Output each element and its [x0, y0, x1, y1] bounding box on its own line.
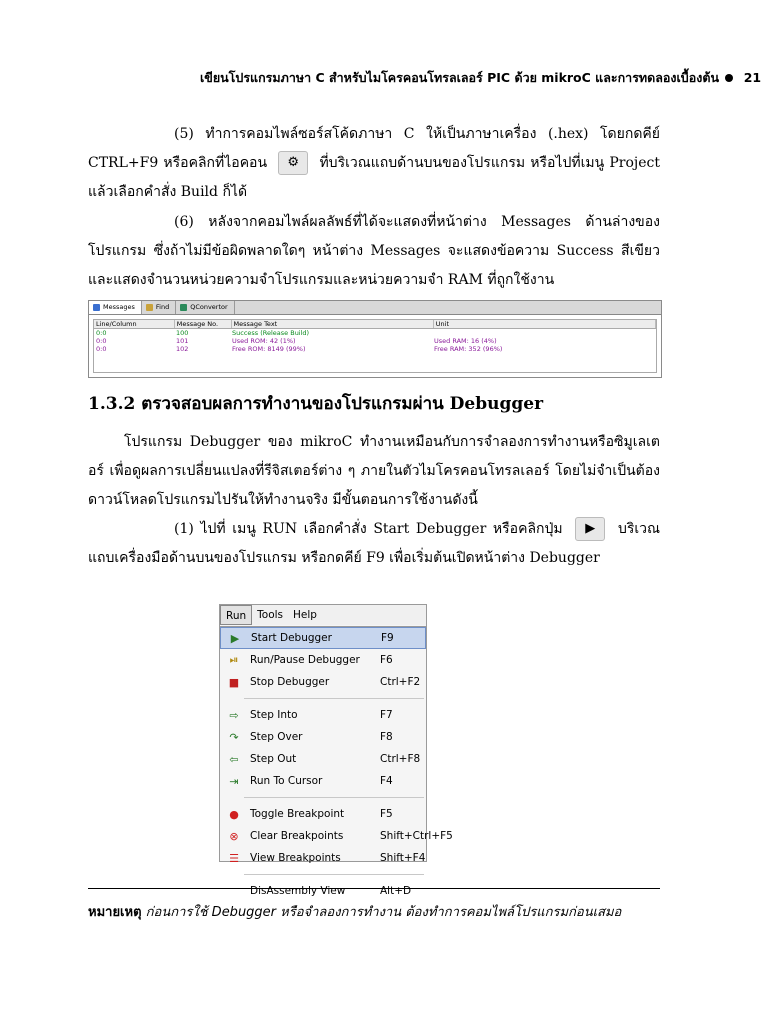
menu-item-shortcut: Shift+Ctrl+F5 [380, 830, 453, 842]
run-menu-items [220, 626, 453, 902]
section-text: โปรแกรม Debugger ของ mikroC ทำงานเหมือนกับการจำลองการทำงานหรือซิมูเลเตอร์ เพื่อดูผลการเปลี่ยนแปลงที่รีจิสเตอร์ต่าง ๆ ภายในตัวไมโครคอนโทรลเลอร์ โดยไม่จำเป็นต้องดาวน์โหลดโปรแกรมไปรันให้ทำงานจริง มีขั้นตอนการใช้งานดังนี้ [88, 434, 660, 508]
messages-tabs [89, 301, 661, 315]
messages-icon [93, 304, 100, 311]
cell-no: 102 [176, 345, 189, 353]
blank-icon [226, 883, 242, 899]
tab-qconvertor[interactable] [176, 301, 234, 314]
menu-item-disassembly-view[interactable] [220, 880, 426, 902]
step-into-icon: ⇨ [229, 708, 239, 722]
menu-item-label: Run To Cursor [250, 775, 323, 787]
step1-text-a: (1) ไปที่ เมนู RUN เลือกคำสั่ง Start Debugger หรือคลิกปุ่ม [174, 521, 563, 537]
tab-label: Messages [103, 303, 135, 311]
clear-breakpoints-icon: ⊗ [229, 829, 239, 843]
menu-item-shortcut: Ctrl+F8 [380, 753, 421, 765]
menu-separator [244, 797, 424, 798]
cell-unit: Free RAM: 352 (96%) [434, 345, 503, 353]
tab-messages[interactable] [89, 301, 142, 314]
bullet-icon [725, 74, 733, 82]
col-text[interactable]: Message Text [232, 320, 434, 328]
start-debugger-button-icon: ▶ [575, 517, 605, 541]
messages-panel [88, 300, 662, 378]
step-out-icon: ⇦ [229, 752, 239, 766]
footer-divider [88, 888, 660, 889]
menu-item-step-over[interactable] [220, 726, 426, 748]
breakpoint-icon: ● [229, 807, 239, 821]
cell-unit: Used RAM: 16 (4%) [434, 337, 497, 345]
menu-item-shortcut: Shift+F4 [380, 852, 426, 864]
cell-no: 101 [176, 337, 189, 345]
menu-item-step-out[interactable] [220, 748, 426, 770]
note-text: ก่อนการใช้ Debugger หรือจำลองการทำงาน ต้องทำการคอมไพล์โปรแกรมก่อนเสมอ [145, 905, 622, 920]
menu-item-shortcut: F8 [380, 731, 393, 743]
qconvertor-icon [180, 304, 187, 311]
footer-note [88, 901, 621, 922]
menu-bar [220, 605, 426, 625]
menu-item-start-debugger[interactable] [220, 627, 426, 649]
menu-item-run-pause[interactable] [220, 649, 426, 671]
menu-item-shortcut: F9 [381, 632, 394, 644]
stop-debugger-icon: ■ [228, 675, 240, 689]
menu-item-step-into[interactable] [220, 704, 426, 726]
menu-run[interactable]: Run [220, 605, 252, 625]
col-no[interactable]: Message No. [175, 320, 232, 328]
step5-paragraph [88, 120, 660, 207]
menu-item-label: Stop Debugger [250, 676, 330, 688]
menu-item-label: Step Into [250, 709, 298, 721]
view-breakpoints-icon: ☰ [229, 851, 239, 865]
menu-item-clear-breakpoints[interactable] [220, 825, 453, 847]
note-label: หมายเหตุ [88, 905, 142, 920]
table-row[interactable] [94, 337, 656, 345]
run-menu [219, 604, 453, 897]
menu-item-shortcut: Ctrl+F2 [380, 676, 421, 688]
menu-item-toggle-breakpoint[interactable] [220, 803, 426, 825]
tab-label: Find [155, 303, 170, 311]
menu-item-shortcut: F4 [380, 775, 393, 787]
menu-item-shortcut: F5 [380, 808, 393, 820]
menu-item-label: Step Out [250, 753, 297, 765]
cell-line: 0:0 [96, 329, 107, 337]
cell-text: Used ROM: 42 (1%) [232, 337, 296, 345]
messages-grid [93, 319, 657, 373]
menu-help[interactable]: Help [293, 609, 317, 621]
section-paragraph [88, 428, 660, 515]
menu-item-view-breakpoints[interactable] [220, 847, 426, 869]
run-pause-icon: ⏯ [229, 653, 239, 666]
cell-text: Success (Release Build) [232, 329, 310, 337]
step1-text-b: บริเวณแถบเครื่องมือด้านบนของโปรแกรม หรือกดคีย์ F9 เพื่อเริ่มต้นเปิดหน้าต่าง Debugger [88, 521, 661, 566]
menu-item-shortcut: Alt+D [380, 885, 412, 897]
section-title: 1.3.2 ตรวจสอบผลการทำงานของโปรแกรมผ่าน Debugger [88, 394, 544, 414]
menu-separator [244, 698, 424, 699]
table-row[interactable] [94, 345, 656, 353]
step5-text-a: (5) ทำการคอมไพล์ซอร์สโค้ดภาษา C ให้เป็นภาษาเครื่อง (.hex) โดยกดคีย์ CTRL+F9 หรือคลิกที่ไอคอน [88, 126, 660, 171]
start-debugger-icon: ▶ [230, 631, 240, 645]
cell-unit [432, 329, 654, 337]
grid-header [94, 320, 656, 329]
find-icon [146, 304, 153, 311]
run-to-cursor-icon: ⇥ [229, 774, 239, 788]
menu-item-label: Run/Pause Debugger [250, 654, 360, 666]
col-unit[interactable]: Unit [434, 320, 656, 328]
menu-tools[interactable]: Tools [257, 609, 284, 621]
cell-line: 0:0 [96, 345, 107, 353]
step5-text-b: ที่บริเวณแถบด้านบนของโปรแกรม หรือไปที่เมนู Project แล้วเลือกคำสั่ง Build ก็ได้ [88, 155, 661, 200]
step-over-icon: ↷ [229, 730, 239, 744]
menu-item-label: Start Debugger [251, 632, 332, 644]
page-header [200, 68, 761, 88]
menu-item-label: Clear Breakpoints [250, 830, 344, 842]
page-number: 21 [743, 70, 761, 85]
step1-paragraph [88, 515, 660, 573]
cell-no: 100 [176, 329, 189, 337]
menu-item-run-to-cursor[interactable] [220, 770, 426, 792]
step6-paragraph [88, 208, 660, 295]
tab-find[interactable] [142, 301, 176, 314]
cell-line: 0:0 [96, 337, 107, 345]
header-title: เขียนโปรแกรมภาษา C สำหรับไมโครคอนโทรลเลอร์ PIC ด้วย mikroC และการทดลองเบื้องต้น [200, 70, 720, 85]
menu-item-stop-debugger[interactable] [220, 671, 426, 693]
build-icon: ⚙ [278, 151, 308, 175]
menu-item-label: View Breakpoints [250, 852, 341, 864]
col-line[interactable]: Line/Column [94, 320, 175, 328]
tab-label: QConvertor [190, 303, 228, 311]
cell-text: Free ROM: 8149 (99%) [232, 345, 306, 353]
menu-item-label: Step Over [250, 731, 303, 743]
menu-separator [244, 874, 424, 875]
menu-item-label: Toggle Breakpoint [250, 808, 345, 820]
table-row[interactable] [94, 329, 656, 337]
menu-item-label: DisAssembly View [250, 885, 346, 897]
menu-item-shortcut: F7 [380, 709, 393, 721]
menu-item-shortcut: F6 [380, 654, 393, 666]
step6-text: (6) หลังจากคอมไพล์ผลลัพธ์ที่ได้จะแสดงที่หน้าต่าง Messages ด้านล่างของโปรแกรม ซึ่งถ้าไม่มีข้อผิดพลาดใดๆ หน้าต่าง Messages จะแสดงข้อความ Success สีเขียว และแสดงจำนวนหน่วยความจำโปรแกรมและหน่วยความจำ RAM ที่ถูกใช้งาน [88, 214, 660, 288]
